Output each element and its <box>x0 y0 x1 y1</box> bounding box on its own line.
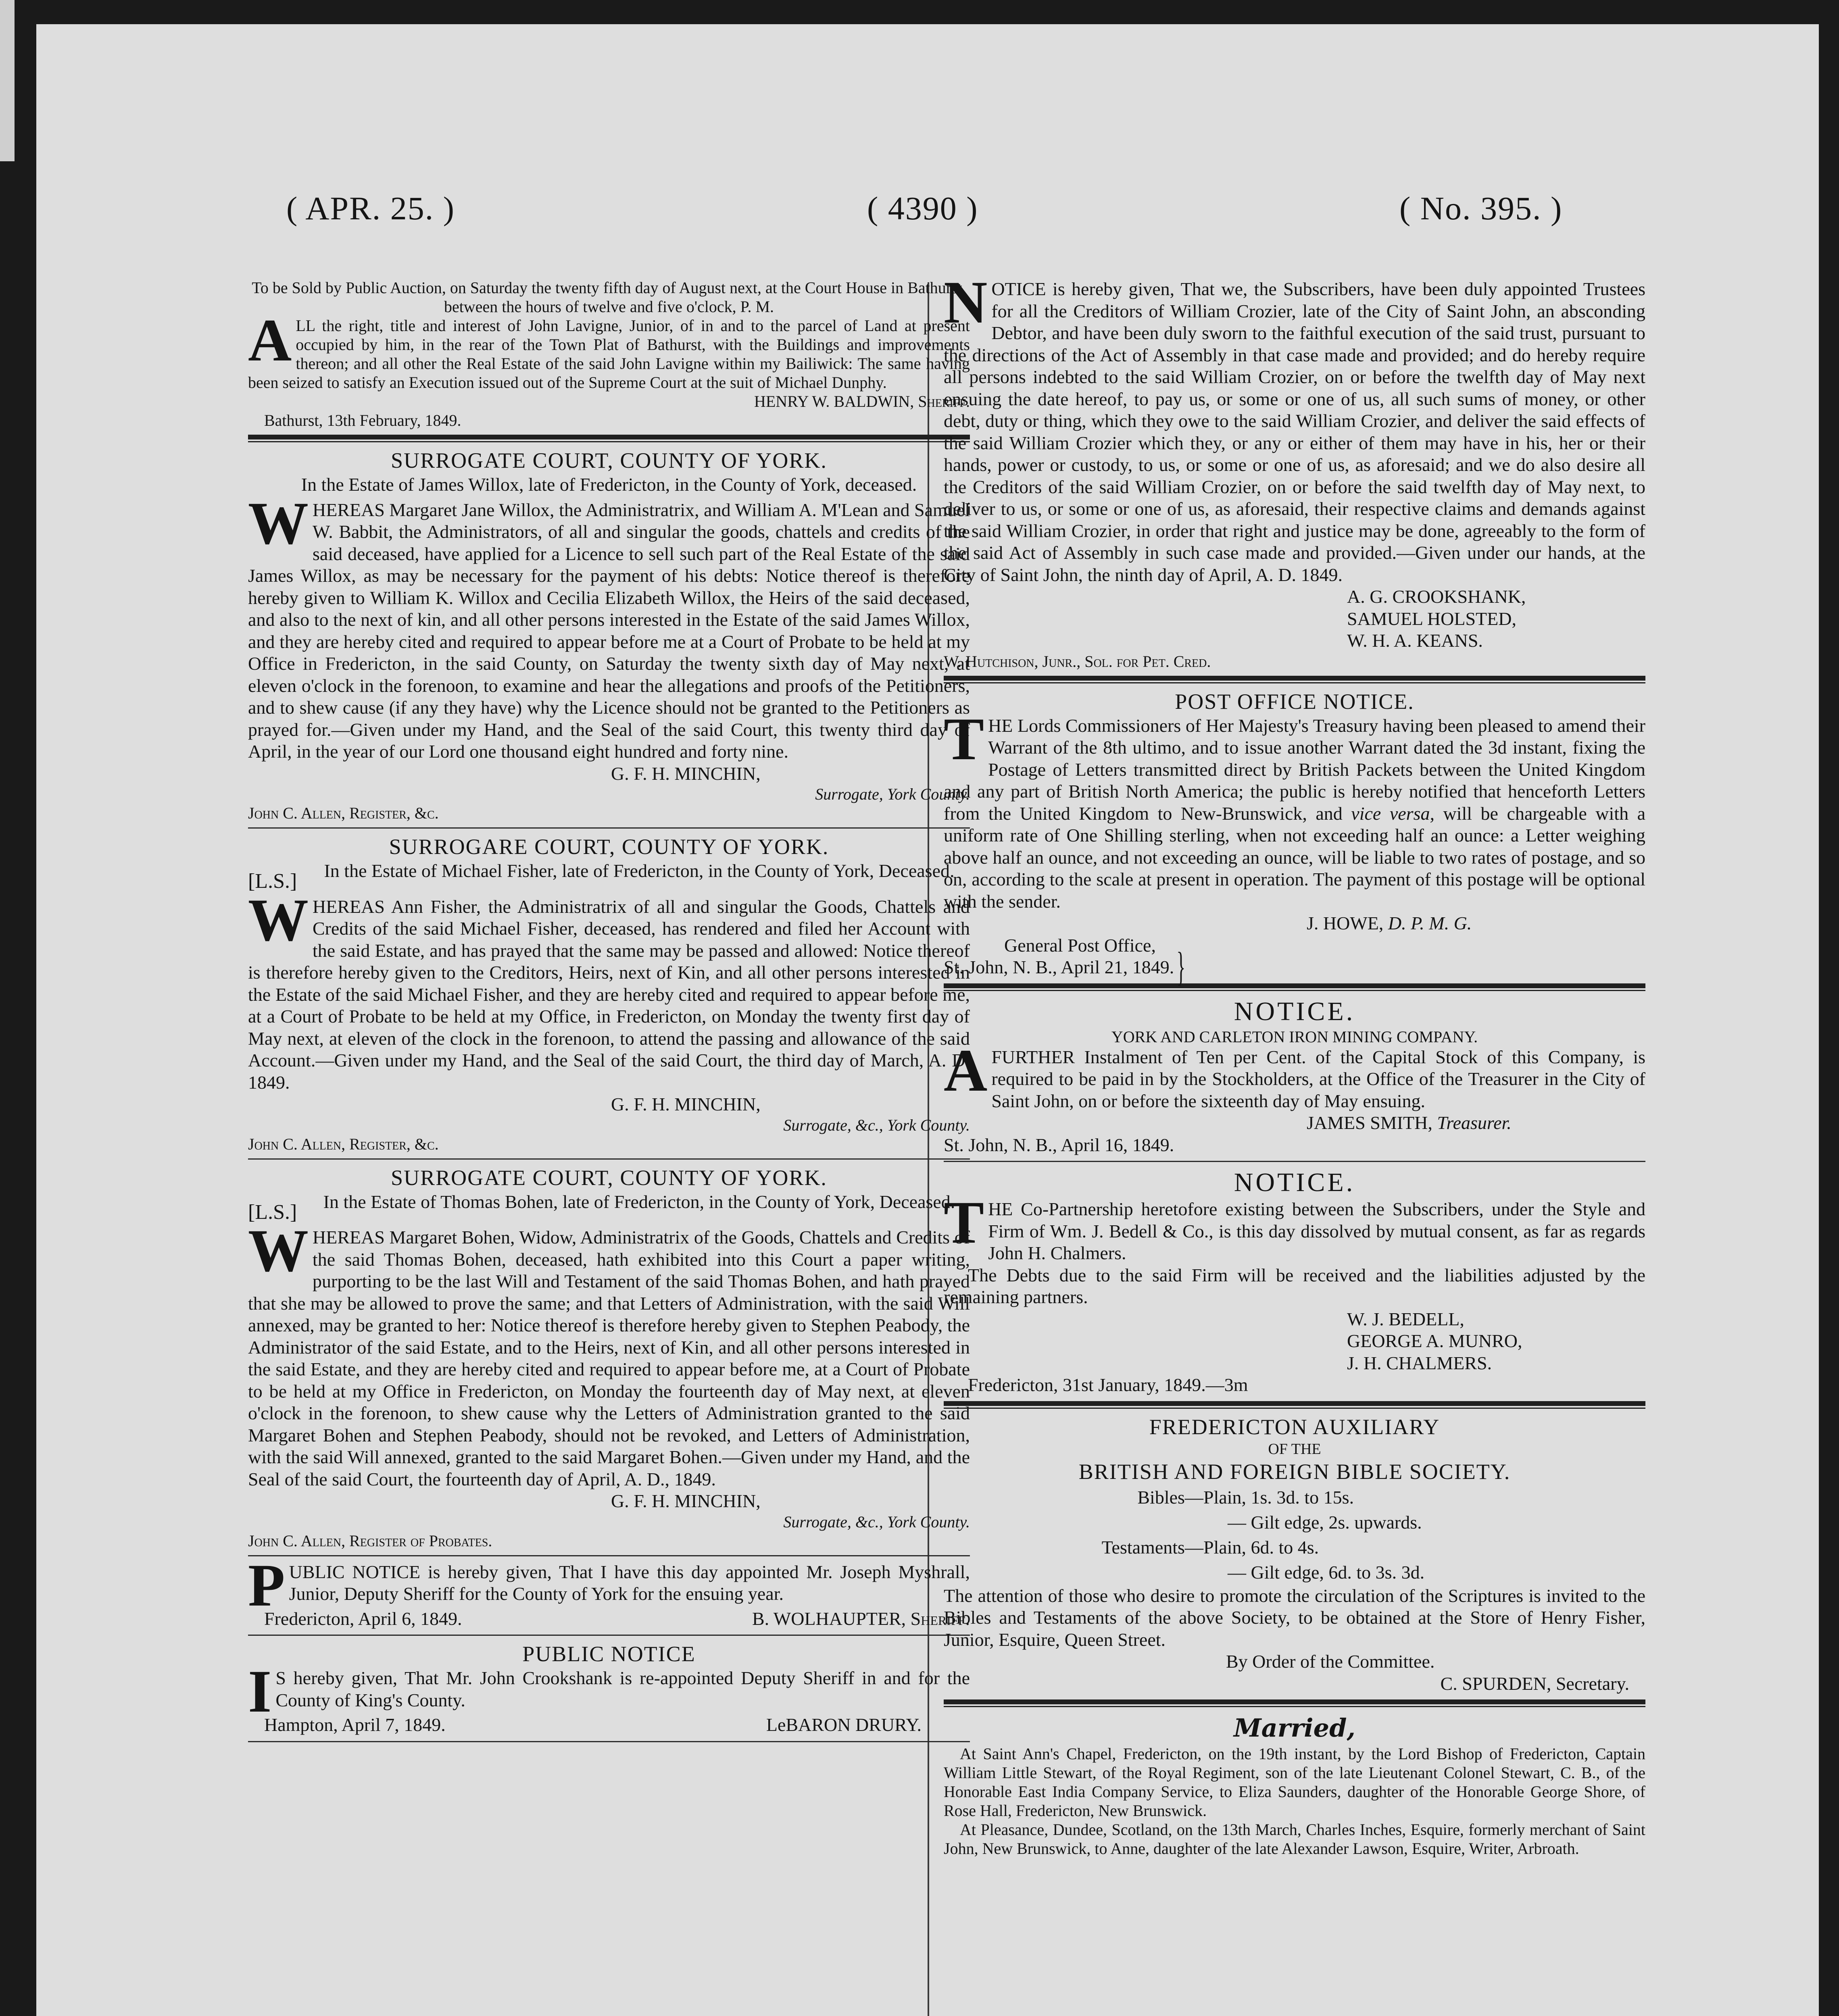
notice-subheading: In the Estate of Thomas Bohen, late of Fredericton, in the County of York, Deceased. <box>323 1191 955 1212</box>
notice-subheading: In the Estate of Michael Fisher, late of Fredericton, in the County of York, Deceased. <box>324 860 955 881</box>
price-row <box>1036 1485 1645 1510</box>
notice-body: HEREAS Ann Fisher, the Administratrix of all and singular the Goods, Chattels and Credits of the said Michael Fisher, deceased, has rendered and filed her Account with the said Estate, and has prayed that the same may be passed and allowed: Notice thereof is therefore hereby given to the Creditors, Heirs, next of Kin, and all other persons interested in the Estate of the said Michael Fisher, and they are hereby cited and required to appear before me, at a Court of Probate to be held at my Office, in Fredericton, on Monday the twenty first day of May next, at eleven of the clock in the forenoon, to attend the passing and allowance of the said Account.—Given under my Hand, and the Seal of the said Court, the third day of March, A. D. 1849. <box>248 896 970 1093</box>
fisher-notice <box>248 833 970 1154</box>
notice-signature: B. WOLHAUPTER, Sheriff. <box>752 1608 970 1629</box>
drop-cap: T <box>944 1189 984 1256</box>
price-row <box>1036 1560 1645 1585</box>
brace: } <box>1176 944 1186 989</box>
notice-body: HE Co-Partnership heretofore existing between the Subscribers, under the Style and Firm of Wm. J. Bedell & Co., is this day dissolved by mutual consent, as far as regards John H. Chalmers. <box>988 1199 1645 1263</box>
signer: GEORGE A. MUNRO, <box>1347 1331 1522 1351</box>
of-the: OF THE <box>1268 1440 1321 1458</box>
notice-signature-title: Treasurer. <box>1437 1112 1512 1133</box>
crozier-notice <box>944 269 1645 671</box>
price-value: 1s. 3d. to 15s. <box>1251 1487 1354 1508</box>
notice-heading: PUBLIC NOTICE <box>522 1642 696 1666</box>
price-list <box>944 1485 1645 1585</box>
notice-signature-title: Surrogate, York County. <box>815 785 970 803</box>
signer: SAMUEL HOLSTED, <box>1347 608 1516 629</box>
notice-body: OTICE is hereby given, That we, the Subscribers, have been duly appointed Trustees for all the Creditors of William Crozier, late of the City of Saint John, an absconding Debtor, and have been duly sworn to the faithful execution of the said trust, pursuant to the directions of the Act of Assembly in that case made and provided; and do hereby require all persons indebted to the said William Crozier, on or before the twelfth day of May next ensuing the date hereof, to pay us, or some or one of us, all such sums of money, or other debt, duty or thing, which they owe to the said William Crozier, and deliver the said effects of the said William Crozier which they, or any or either of them may have in his, her or their hands, power or custody, to us, or some or one of us, as aforesaid; and we do also desire all the Creditors of the said William Crozier, on or before the said twelfth day of May next, to deliver to us, or some or one of us, as aforesaid, their respective claims and demands against the said William Crozier, in order that right and justice may be done, agreeably to the form of the said Act of Assembly in such case made and provided.—Given under our hands, at the City of Saint John, the ninth day of April, A. D. 1849. <box>944 279 1645 585</box>
notice-heading: SURROGATE COURT, COUNTY OF YORK. <box>391 1165 827 1190</box>
right-column <box>944 269 1645 1858</box>
notice-body: FURTHER Instalment of Ten per Cent. of the Capital Stock of this Company, is required to be paid in by the Stockholders, at the Office of the Treasurer in the City of Saint John, on or before the sixteenth day of May ensuing. <box>991 1046 1645 1111</box>
auction-signature: HENRY W. BALDWIN, Sheriff. <box>754 392 970 410</box>
notice-body: S hereby given, That Mr. John Crookshank is re-appointed Deputy Sheriff in and for the County of King's County. <box>275 1668 970 1710</box>
price-item: Testaments—Plain, <box>1101 1537 1246 1558</box>
register-line: John C. Allen, Register, &c. <box>248 1135 439 1153</box>
issue-number: ( No. 395. ) <box>1399 190 1563 227</box>
notice-signature: C. SPURDEN, Secretary. <box>1440 1673 1629 1694</box>
auction-date: Bathurst, 13th February, 1849. <box>264 411 461 429</box>
society-heading: FREDERICTON AUXILIARY <box>1149 1414 1440 1439</box>
notice-body-cont: will be chargeable with a uniform rate of One Shilling sterling, when not exceeding half an ounce: a Letter weighing above half an ounce, and not exceeding an ounce, will be liable to two rates of postage, and so on, according to the scale at present in operation. The payment of this postage will be optional with the sender. <box>944 803 1645 912</box>
drop-cap: W <box>248 886 309 954</box>
notice-date: Fredericton, April 6, 1849. <box>264 1608 462 1629</box>
auction-intro: To be Sold by Public Auction, on Saturday the twenty fifth day of August next, at the Court House in Bathurst, between the hours of twelve and five o'clock, P. M. <box>252 279 966 316</box>
notice-heading: NOTICE. <box>1234 1168 1355 1197</box>
drop-cap: W <box>248 489 309 557</box>
divider <box>944 1401 1645 1409</box>
price-value: Gilt edge, 2s. upwards. <box>1251 1512 1422 1533</box>
notice-subheading: In the Estate of James Willox, late of Fredericton, in the County of York, deceased. <box>301 474 917 495</box>
divider <box>944 676 1645 683</box>
page-header <box>36 190 1819 242</box>
divider <box>248 435 970 442</box>
post-office-notice <box>944 688 1645 989</box>
price-value: Gilt edge, 6d. to 3s. 3d. <box>1251 1562 1425 1583</box>
post-office-place: General Post Office, <box>1004 935 1156 956</box>
notice-body: HEREAS Margaret Jane Willox, the Administratrix, and William A. M'Lean and Samuel W. Babbit, the Administrators, of all and singular the goods, chattels and credits of the said deceased, have applied for a Licence to sell such part of the Real Estate of the said James Willox, as may be necessary for the payment of his debts: Notice thereof is therefore hereby given to William K. Willox and Cecilia Elizabeth Willox, the Heirs of the said deceased, and also to the next of kin, and all other persons interested in the Estate of the said James Willox, and they are hereby cited and required to appear before me at a Court of Probate to be held at my Office in Fredericton, in the said County, on Saturday the twenty sixth day of May next, at eleven o'clock in the forenoon, to examine and hear the allegations and proofs of the Petitioners, and to shew cause (if any they have) why the Licence should not be granted to the Petitioners as prayed for.—Given under my Hand, and the Seal of the said Court, this twenty third day of April, in the year of our Lord one thousand eight hundred and forty nine. <box>248 499 970 762</box>
register-line: John C. Allen, Register, &c. <box>248 804 439 822</box>
divider <box>248 1555 970 1556</box>
drop-cap: W <box>248 1217 309 1284</box>
notice-heading: NOTICE. <box>1234 996 1355 1026</box>
auction-body: LL the right, title and interest of John Lavigne, Junior, of in and to the parcel of Land at present occupied by him, in the rear of the Town Plat of Bathurst, with the Buildings and improvements thereon; and all other the Real Estate of the said John Lavigne within my Bailiwick: The same having been seized to satisfy an Execution issued out of the Supreme Court at the suit of Michael Dunphy. <box>248 317 970 392</box>
notice-body-2: The Debts due to the said Firm will be received and the liabilities adjusted by the remaining partners. <box>944 1264 1645 1307</box>
drop-cap: A <box>944 1037 988 1104</box>
divider <box>248 1635 970 1636</box>
iron-mining-notice <box>944 996 1645 1156</box>
marriages-heading: Married, <box>1233 1713 1356 1743</box>
bohen-notice <box>248 1164 970 1550</box>
society-heading: BRITISH AND FOREIGN BIBLE SOCIETY. <box>1078 1459 1511 1484</box>
notice-body: UBLIC NOTICE is hereby given, That I have this day appointed Mr. Joseph Myshrall, Junior, Deputy Sheriff for the County of York for the ensuing year. <box>289 1561 970 1604</box>
notice-heading: POST OFFICE NOTICE. <box>1175 689 1414 714</box>
divider <box>248 827 970 829</box>
notice-body: HEREAS Margaret Bohen, Widow, Administratrix of the Goods, Chattels and Credits of the said Thomas Bohen, deceased, hath exhibited into this Court a paper writing, purporting to be the last Will and Testament of the said Thomas Bohen, and hath prayed that she may be allowed to prove the same; and that Letters of Administration, with the said Will annexed, may be granted to her: Notice thereof is therefore hereby given to Stephen Peabody, the Administrator of the said Estate, and to the Heirs, next of Kin, and all other persons interested in the said Estate, and they are hereby cited and required to appear before me, at a Court of Probate to be held at my Office in Fredericton, on Monday the fourteenth day of May next, at eleven o'clock in the forenoon, to shew cause why the Letters of Administration granted to the said Margaret Bohen and Stephen Peabody, should not be revoked, and Letters of Administration, with the said Will annexed, granted to the said Margaret Bohen.—Given under my Hand, and the Seal of the said Court, the fourteenth day of April, A. D., 1849. <box>248 1227 970 1489</box>
partnership-notice <box>944 1167 1645 1396</box>
drop-cap: P <box>248 1552 285 1619</box>
notice-body: The attention of those who desire to promote the circulation of the Scriptures is invited to the Bibles and Testaments of the above Society, to be obtained at the Store of Henry Fisher, Junior, Esquire, Queen Street. <box>944 1585 1645 1650</box>
notice-date: St. John, N. B., April 16, 1849. <box>944 1134 1174 1155</box>
notice-signature: G. F. H. MINCHIN, <box>611 1491 761 1511</box>
court-seal: [L.S.] <box>248 870 297 893</box>
price-row <box>1036 1535 1645 1560</box>
drop-cap: I <box>248 1658 272 1725</box>
marriages <box>944 1712 1645 1858</box>
divider <box>944 983 1645 991</box>
notice-signature: LeBARON DRURY. <box>766 1714 922 1735</box>
divider <box>248 1158 970 1160</box>
notice-signature-title: Surrogate, &c., York County. <box>783 1116 970 1134</box>
divider <box>248 1741 970 1742</box>
notice-signature: JAMES SMITH, <box>1307 1112 1432 1133</box>
issue-date: ( APR. 25. ) <box>286 190 455 227</box>
page-number: ( 4390 ) <box>867 190 978 227</box>
committee-order: By Order of the Committee. <box>1226 1651 1435 1672</box>
newspaper-page <box>36 24 1819 2016</box>
bible-society-notice <box>944 1414 1645 1695</box>
notice-signature: G. F. H. MINCHIN, <box>611 1094 761 1114</box>
willox-notice <box>248 447 970 823</box>
notice-signature-title: Surrogate, &c., York County. <box>783 1512 970 1531</box>
notice-date: Hampton, April 7, 1849. <box>264 1714 446 1735</box>
signer: W. H. A. KEANS. <box>1347 630 1483 651</box>
vice-versa: vice versa, <box>1351 803 1435 824</box>
signer: J. H. CHALMERS. <box>1347 1352 1492 1373</box>
price-item: — <box>1228 1562 1246 1583</box>
deputy-sheriff-york-notice <box>248 1552 970 1630</box>
marriage-entry: At Pleasance, Dundee, Scotland, on the 13th March, Charles Inches, Esquire, formerly merchant of Saint John, New Brunswick, to Anne, daughter of the late Alexander Lawson, Esquire, Writer, Arbroath. <box>944 1820 1645 1858</box>
divider <box>944 1161 1645 1162</box>
solicitor-line: W. Hutchison, Junr., Sol. for Pet. Cred. <box>944 652 1211 671</box>
signer: A. G. CROOKSHANK, <box>1347 586 1526 607</box>
notice-heading: SURROGARE COURT, COUNTY OF YORK. <box>389 835 829 859</box>
notice-date: St. John, N. B., April 21, 1849. <box>944 957 1174 977</box>
price-item: Bibles—Plain, <box>1137 1487 1246 1508</box>
court-seal: [L.S.] <box>248 1200 297 1224</box>
notice-heading: SURROGATE COURT, COUNTY OF YORK. <box>391 448 827 473</box>
price-value: 6d. to 4s. <box>1251 1537 1319 1558</box>
notice-signature: G. F. H. MINCHIN, <box>611 763 761 784</box>
notice-date: Fredericton, 31st January, 1849.—3m <box>968 1375 1248 1395</box>
drop-cap: N <box>944 269 988 336</box>
notice-signature: J. HOWE, <box>1307 913 1384 933</box>
drop-cap: T <box>944 705 984 773</box>
left-column <box>248 278 970 1747</box>
scan-edge <box>0 0 15 161</box>
register-line: John C. Allen, Register of Probates. <box>248 1531 492 1550</box>
signer: W. J. BEDELL, <box>1347 1308 1464 1329</box>
price-item: — <box>1228 1512 1246 1533</box>
company-name: YORK AND CARLETON IRON MINING COMPANY. <box>1111 1027 1478 1046</box>
divider <box>944 1699 1645 1707</box>
price-row <box>1036 1510 1645 1535</box>
drop-cap: A <box>248 307 292 374</box>
public-notice <box>248 1641 970 1736</box>
notice-signature-title: D. P. M. G. <box>1388 913 1472 933</box>
notice-body: HE Lords Commissioners of Her Majesty's Treasury having been pleased to amend their Warrant of the 8th ultimo, and to issue another Warrant dated the 3d instant, fixing the Postage of Letters transmitted direct by British Packets between the United Kingdom and any part of British North America; the public is hereby notified that henceforth Letters from the United Kingdom to New-Brunswick, and <box>944 715 1645 824</box>
auction-notice <box>248 278 970 430</box>
marriage-entry: At Saint Ann's Chapel, Fredericton, on the 19th instant, by the Lord Bishop of Fredericton, Captain William Little Stewart, of the Royal Regiment, son of the late Lieutenant Colonel Stewart, C. B., of the Honorable East India Company Service, to Eliza Saunders, daughter of the Honorable George Shore, of Rose Hall, Fredericton, New Brunswick. <box>944 1745 1645 1820</box>
